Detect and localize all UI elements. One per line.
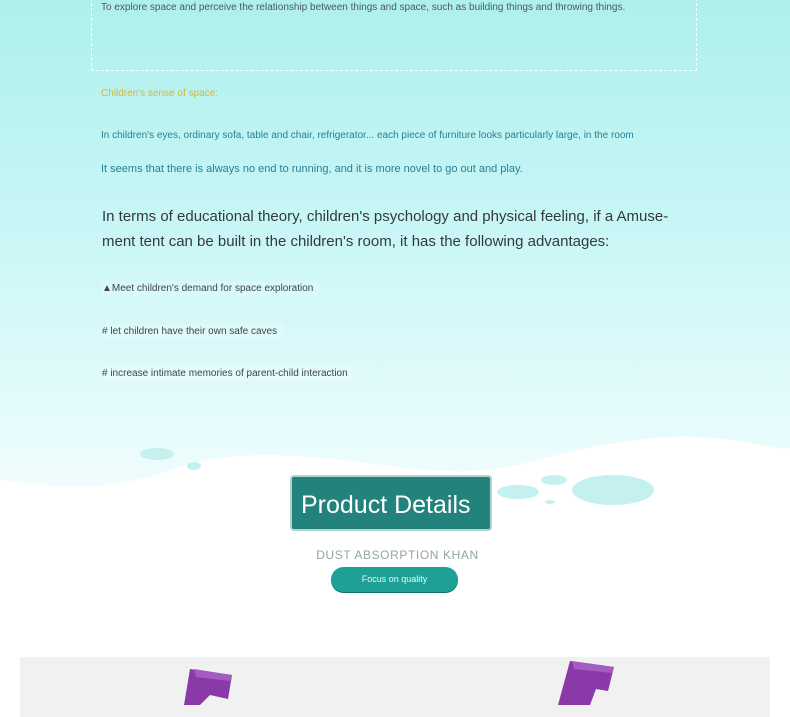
bubble (572, 475, 654, 505)
product-details-title: Product Details (292, 477, 490, 529)
running-text: It seems that there is always no end to running, and it is more novel to go out and play. (101, 163, 523, 175)
product-subtitle: DUST ABSORPTION KHAN (316, 548, 479, 562)
product-image-gallery (20, 657, 770, 717)
advantage-item: # let children have their own safe caves (102, 324, 283, 339)
bubble (140, 448, 174, 460)
bubble (545, 500, 555, 504)
advantage-item: # increase intimate memories of parent-child interaction (102, 366, 354, 381)
explore-text: To explore space and perceive the relationship between things and space, such as building things and throwing things. (101, 2, 626, 13)
advantage-item: ▲Meet children's demand for space exploration (102, 281, 319, 296)
furniture-text: In children's eyes, ordinary sofa, table and chair, refrigerator... each piece of furniture looks particularly large, in the room (101, 130, 634, 141)
product-image-left[interactable] (170, 657, 290, 705)
product-image-right[interactable] (540, 657, 660, 705)
sense-heading: Children's sense of space: (101, 88, 218, 99)
bubble (541, 475, 567, 485)
focus-on-quality-badge: Focus on quality (331, 567, 458, 592)
bubble (497, 485, 539, 499)
bubble (187, 462, 201, 470)
theory-paragraph: In terms of educational theory, children's psychology and physical feeling, if a Amuse-ment tent can be built in the children's room, it has the following advantages: (102, 208, 669, 250)
